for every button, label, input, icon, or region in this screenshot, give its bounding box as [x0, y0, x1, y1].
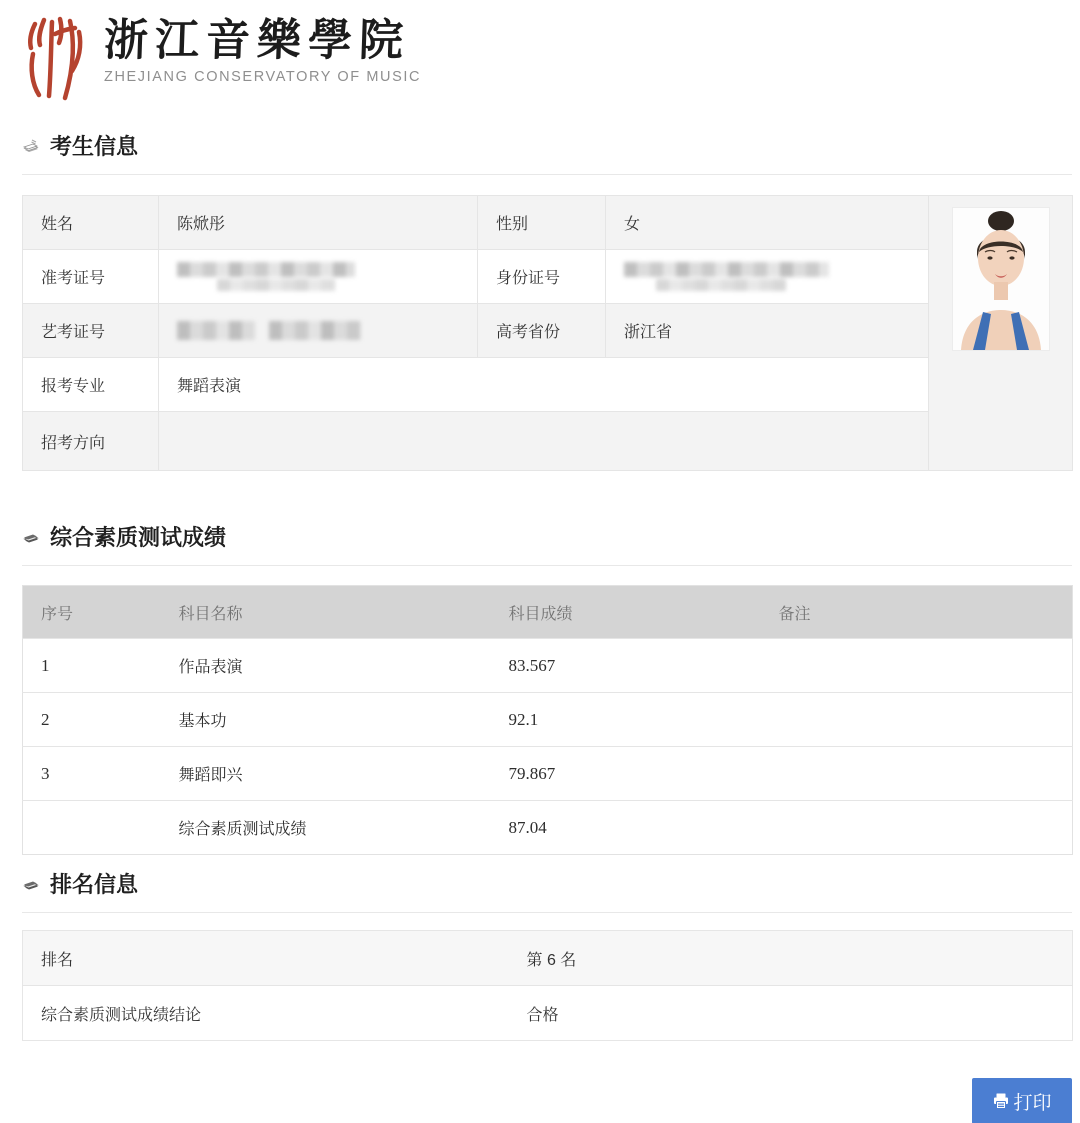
- rank-row: [23, 931, 1073, 986]
- candidate-photo-cell: [929, 196, 1073, 471]
- score-row: [23, 639, 1073, 693]
- divider: [22, 565, 1072, 566]
- row-subject: 作品表演: [161, 639, 491, 693]
- scores-header-row: [23, 586, 1073, 639]
- print-button[interactable]: [972, 1078, 1072, 1123]
- row-score: 83.567: [491, 639, 761, 693]
- candidate-photo: [953, 208, 1049, 350]
- ranking-table: [22, 930, 1073, 1041]
- major-value: 舞蹈表演: [159, 358, 929, 412]
- direction-value: [159, 412, 929, 471]
- id-no-label: 身份证号: [478, 250, 606, 304]
- art-exam-no-value-masked: [159, 304, 478, 358]
- school-logo: [22, 12, 1072, 104]
- score-row: [23, 693, 1073, 747]
- direction-label: 招考方向: [23, 412, 159, 471]
- col-remark: 备注: [761, 586, 1073, 639]
- row-score: 79.867: [491, 747, 761, 801]
- ranking-section-title: 排名信息: [50, 872, 139, 897]
- rank-label: 排名: [23, 931, 509, 986]
- row-no: [23, 801, 161, 855]
- col-no: 序号: [23, 586, 161, 639]
- admission-no-value-masked: [159, 250, 478, 304]
- school-name-cn: 浙江音樂學院: [103, 16, 411, 65]
- divider: [22, 912, 1072, 913]
- row-remark: [761, 639, 1073, 693]
- printer-icon: [992, 1092, 1010, 1110]
- school-seal-icon: [22, 12, 88, 102]
- score-total-row: [23, 801, 1073, 855]
- score-row: [23, 747, 1073, 801]
- scores-table: [22, 585, 1073, 855]
- book-icon: [22, 136, 41, 155]
- row-subject: 舞蹈即兴: [161, 747, 491, 801]
- print-button-label: 打印: [1013, 1092, 1052, 1114]
- id-no-value-masked: [606, 250, 929, 304]
- row-no: 3: [23, 747, 161, 801]
- row-no: 1: [23, 639, 161, 693]
- book-icon: [22, 874, 41, 893]
- row-score: 92.1: [491, 693, 761, 747]
- scores-section: [22, 521, 1072, 855]
- art-exam-no-label: 艺考证号: [23, 304, 159, 358]
- ranking-section: [22, 868, 1072, 1041]
- gender-label: 性别: [478, 196, 606, 250]
- rank-value: 第 6 名: [509, 931, 1073, 986]
- row-score: 87.04: [491, 801, 761, 855]
- name-value: 陈焮彤: [159, 196, 478, 250]
- name-label: 姓名: [23, 196, 159, 250]
- conclusion-value: 合格: [509, 986, 1073, 1041]
- col-score: 科目成绩: [491, 586, 761, 639]
- conclusion-label: 综合素质测试成绩结论: [23, 986, 509, 1041]
- gender-value: 女: [606, 196, 929, 250]
- candidate-info-section: [22, 130, 1072, 471]
- major-label: 报考专业: [23, 358, 159, 412]
- candidate-info-table: [22, 195, 1073, 471]
- row-remark: [761, 693, 1073, 747]
- row-subject: 基本功: [161, 693, 491, 747]
- row-subject: 综合素质测试成绩: [161, 801, 491, 855]
- scores-section-title: 综合素质测试成绩: [50, 525, 227, 550]
- conclusion-row: [23, 986, 1073, 1041]
- actions-bar: [22, 1078, 1072, 1123]
- gaokao-province-label: 高考省份: [478, 304, 606, 358]
- candidate-section-title: 考生信息: [50, 134, 139, 159]
- gaokao-province-value: 浙江省: [606, 304, 929, 358]
- admission-no-label: 准考证号: [23, 250, 159, 304]
- book-icon: [22, 527, 41, 546]
- row-remark: [761, 747, 1073, 801]
- row-remark: [761, 801, 1073, 855]
- col-subject: 科目名称: [161, 586, 491, 639]
- school-name-en: ZHEJIANG CONSERVATORY OF MUSIC: [104, 69, 422, 85]
- divider: [22, 174, 1072, 175]
- row-no: 2: [23, 693, 161, 747]
